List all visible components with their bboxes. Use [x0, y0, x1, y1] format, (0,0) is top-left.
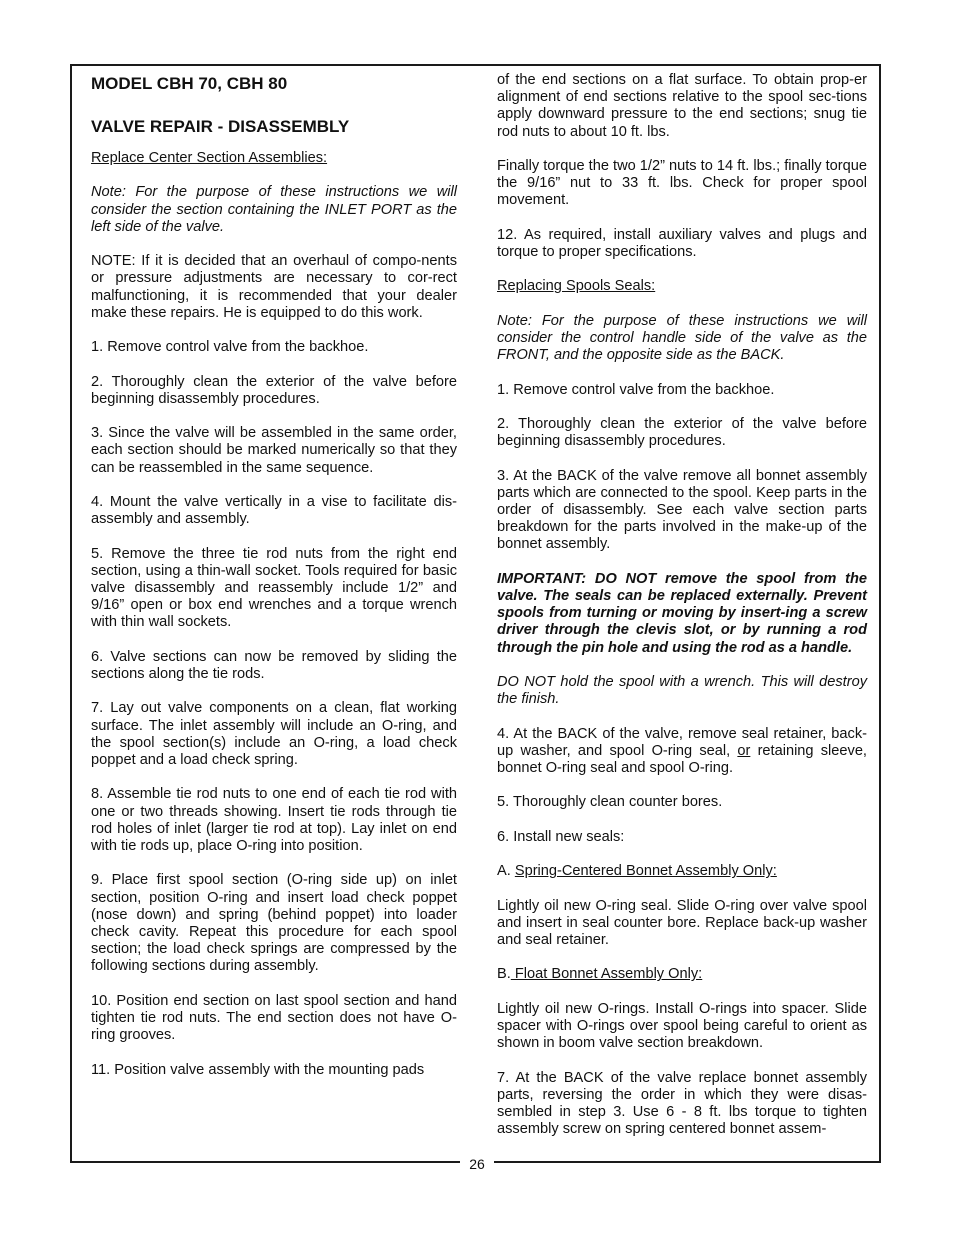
note-front-back: Note: For the purpose of these instructions we will consider the control handle side of the valve as the FRONT, and the opposite side as the BACK.	[497, 312, 867, 364]
left-column	[91, 72, 457, 1079]
seal-step-2: 2. Thoroughly clean the exterior of the valve before beginning disassembly procedures.	[497, 415, 867, 450]
step-4: 4. Mount the valve vertically in a vise to facilitate dis-assembly and assembly.	[91, 493, 457, 528]
frame-bottom-rule-left	[70, 1161, 460, 1163]
right-column	[497, 72, 867, 1138]
seal-step-1: 1. Remove control valve from the backhoe.	[497, 381, 775, 398]
step-12: 12. As required, install auxiliary valves and plugs and torque to proper specifications.	[497, 226, 867, 260]
important-warning: IMPORTANT: DO NOT remove the spool from the valve. The seals can be replaced externally. Prevent spools from turning or moving by insert-ing a screw driver through the clevis slot, or by running a rod through the pin hole and using the rod as a handle.	[497, 570, 867, 656]
step-9: 9. Place first spool section (O-ring side up) on inlet section, position O-ring and insert load check poppet (nose down) and spring (behind poppet) into loader check cavity. Repeat this procedure for each spool section; the load check springs are compressed by the following sections during assembly.	[91, 872, 457, 975]
subhead-spring-centered: A. Spring-Centered Bonnet Assembly Only:	[497, 863, 777, 880]
torque-instructions: Finally torque the two 1/2” nuts to 14 ft. lbs.; finally torque the 9/16” nut to 33 ft. lbs. Check for proper spool movement.	[497, 158, 867, 209]
seal-step-5: 5. Thoroughly clean counter bores.	[497, 794, 723, 811]
seal-step-6: 6. Install new seals:	[497, 828, 625, 845]
step-5: 5. Remove the three tie rod nuts from the right end section, using a thin-wall socket. Tools required for basic valve disassembly and reassembly include 1/2” and 9/16” open or box end wrenches and a torque wrench with thin wall sockets.	[91, 545, 457, 631]
note-dealer: NOTE: If it is decided that an overhaul of compo-nents or pressure adjustments are necessary to cor-rect malfunctioning, it is recommended that your dealer make these repairs. He is equipped to do this work.	[91, 253, 457, 321]
subhead-spool-seals: Replacing Spools Seals:	[497, 278, 656, 295]
step-3: 3. Since the valve will be assembled in the same order, each section should be marked numerically so that they can be reassembled in the same sequence.	[91, 425, 457, 476]
wrench-warning: DO NOT hold the spool with a wrench. This will destroy the finish.	[497, 673, 867, 708]
spring-centered-text: Lightly oil new O-ring seal. Slide O-ring over valve spool and insert in seal counter bore. Replace back-up washer and seal retainer.	[497, 897, 867, 948]
seal-step-4: 4. At the BACK of the valve, remove seal retainer, back-up washer, and spool O-ring seal, or retaining sleeve, bonnet O-ring seal and spool O-ring.	[497, 725, 867, 776]
step-11: 11. Position valve assembly with the mounting pads	[91, 1061, 425, 1078]
step-7: 7. Lay out valve components on a clean, flat working surface. The inlet assembly will include an O-ring, and the spool section(s) include an O-ring, a load check poppet and a load check spring.	[91, 700, 457, 768]
seal-step-7: 7. At the BACK of the valve replace bonnet assembly parts, reversing the order in which they were disas-sembled in step 3. Use 6 - 8 ft. lbs torque to tighten assembly screw on spring centered bonnet assem-	[497, 1069, 867, 1138]
step-2: 2. Thoroughly clean the exterior of the valve before beginning disassembly procedures.	[91, 373, 457, 407]
float-bonnet-text: Lightly oil new O-rings. Install O-rings into spacer. Slide spacer with O-rings over spool being careful to orient as shown in boom valve section breakdown.	[497, 1000, 867, 1052]
step-8: 8. Assemble tie rod nuts to one end of each tie rod with one or two threads showing. Insert tie rods through tie rod holes of inlet (larger tie rod at top). Lay inlet on end with tie rods up, place O-ring into position.	[91, 786, 457, 854]
note-inlet-port: Note: For the purpose of these instructions we will consider the section containing the INLET PORT as the left side of the valve.	[91, 184, 457, 235]
step-1: 1. Remove control valve from the backhoe.	[91, 339, 369, 356]
step-10: 10. Position end section on last spool section and hand tighten tie rod nuts. The end section does not have O-ring grooves.	[91, 992, 457, 1044]
section-heading: VALVE REPAIR - DISASSEMBLY	[91, 117, 350, 136]
page-number: 26	[469, 1156, 485, 1172]
frame-bottom-rule-right	[494, 1161, 881, 1163]
subhead-center-sections: Replace Center Section Assemblies:	[91, 150, 328, 166]
subhead-float-bonnet: B. Float Bonnet Assembly Only:	[497, 966, 703, 983]
model-heading: MODEL CBH 70, CBH 80	[91, 74, 288, 93]
seal-step-3: 3. At the BACK of the valve remove all bonnet assembly parts which are connected to the spool. Keep parts in the order of disassembly. See each valve section parts breakdown for the parts involved in the make-up of the bonnet assembly.	[497, 467, 867, 553]
step-6: 6. Valve sections can now be removed by sliding the sections along the tie rods.	[91, 648, 457, 682]
step-11-continued: of the end sections on a flat surface. To obtain prop-er alignment of end sections relative to the spool sec-tions apply downward pressure to the end sections; snug tie rod nuts to about 10 ft. lbs.	[497, 72, 867, 140]
